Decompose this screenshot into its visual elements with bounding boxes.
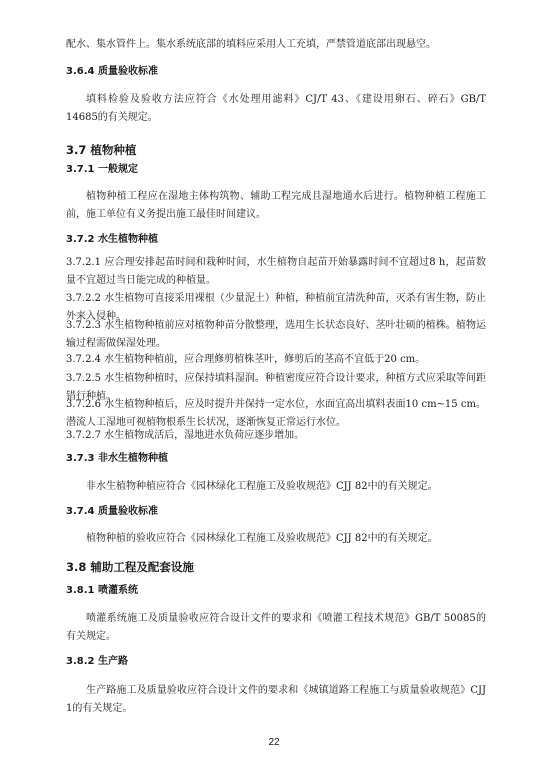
heading-3-6-4: 3.6.4 质量验收标准 <box>66 66 158 77</box>
paragraph-3-7-1: 植物种植工程应在湿地主体构筑物、辅助工程完成且湿地通水后进行。植物种植工程施工前，施工单位有义务提出施工最佳时间建议。 <box>66 191 486 220</box>
clause-3-7-2-4: 3.7.2.4 水生植物种植前，应合理修剪植株茎叶，修剪后的茎高不宜低于20 cm。 <box>66 354 426 365</box>
paragraph-3-6-4: 填料检验及验收方法应符合《水处理用滤料》CJ/T 43、《建设用卵石、碎石》GB/T 14685的有关规定。 <box>66 94 486 123</box>
clause-3-7-2-7: 3.7.2.7 水生植物成活后，湿地进水负荷应逐步增加。 <box>66 430 305 441</box>
heading-3-7-3: 3.7.3 非水生植物种植 <box>66 453 168 464</box>
clause-3-7-2-3: 3.7.2.3 水生植物种植前应对植物种苗分散整理，选用生长状态良好、茎叶壮硕的植株。植物运输过程需做保湿处理。 <box>66 320 486 349</box>
heading-3-7-1: 3.7.1 一般规定 <box>66 164 138 175</box>
paragraph-3-8-1: 喷灌系统施工及质量验收应符合设计文件的要求和《喷灌工程技术规范》GB/T 50085的有关规定。 <box>66 613 486 642</box>
heading-3-8-1: 3.8.1 喷灌系统 <box>66 585 138 596</box>
page-number: 22 <box>268 737 280 748</box>
heading-3-7: 3.7 植物种植 <box>66 143 137 157</box>
heading-3-8-2: 3.8.2 生产路 <box>66 656 128 667</box>
paragraph-3-7-4: 植物种植的验收应符合《园林绿化工程施工及验收规范》CJJ 82中的有关规定。 <box>86 533 438 544</box>
clause-3-7-2-1: 3.7.2.1 应合理安排起苗时间和栽种时间，水生植物自起苗开始暴露时间不宜超过8 h，起苗数量不宜超过当日能完成的种植量。 <box>66 257 486 286</box>
continuation-paragraph: 配水、集水管件上。集水系统底部的填料应采用人工充填，严禁管道底部出现悬空。 <box>66 39 436 50</box>
heading-3-7-2: 3.7.2 水生植物种植 <box>66 234 158 245</box>
clause-3-7-2-2: 3.7.2.2 水生植物可直接采用裸根（少量泥土）种植，种植前宜清洗种苗，灭杀有害生物，防止外来入侵种。 <box>66 293 486 322</box>
clause-3-7-2-6: 3.7.2.6 水生植物种植后，应及时提升并保持一定水位，水面宜高出填料表面10 cm~15 cm。潜流人工湿地可视植物根系生长状况，逐渐恢复正常运行水位。 <box>66 399 486 428</box>
paragraph-3-8-2: 生产路施工及质量验收应符合设计文件的要求和《城镇道路工程施工与质量验收规范》CJJ 1的有关规定。 <box>66 685 486 714</box>
heading-3-7-4: 3.7.4 质量验收标准 <box>66 506 158 517</box>
paragraph-3-7-3: 非水生植物种植应符合《园林绿化工程施工及验收规范》CJJ 82中的有关规定。 <box>86 481 438 492</box>
heading-3-8: 3.8 辅助工程及配套设施 <box>66 560 194 574</box>
clause-3-7-2-5: 3.7.2.5 水生植物种植时，应保持填料湿润。种植密度应符合设计要求，种植方式应采取等间距错行种植。 <box>66 373 486 402</box>
